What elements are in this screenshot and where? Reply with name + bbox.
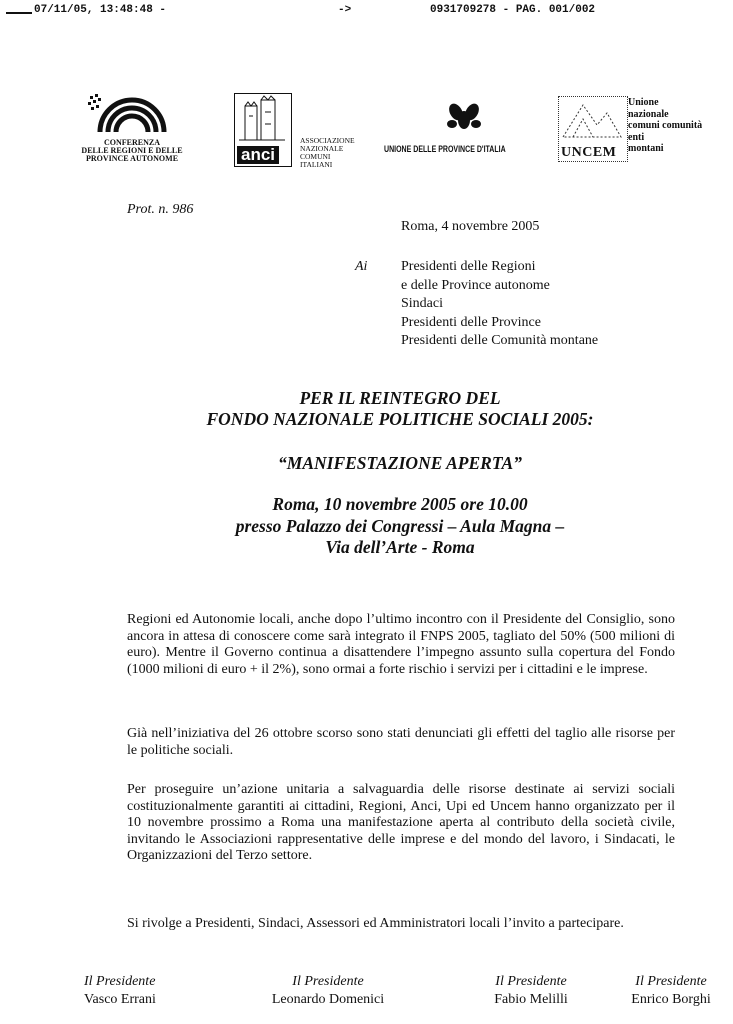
conferenza-label: CONFERENZA DELLE REGIONI E DELLE PROVINCE AUTONOME [81, 138, 183, 163]
recipient-line: Presidenti delle Province [401, 314, 541, 330]
event-address: Via dell’Arte - Roma [325, 537, 475, 557]
event-date: Roma, 10 novembre 2005 ore 10.00 [272, 494, 528, 514]
signature-role: Il Presidente [635, 974, 707, 989]
signature-borghi [616, 973, 726, 1009]
upi-logo [444, 100, 484, 139]
signature-name: Vasco Errani [84, 992, 156, 1007]
recipients-label: Ai [355, 259, 368, 274]
anci-label: ASSOCIAZIONE NAZIONALE COMUNI ITALIANI [300, 136, 355, 169]
signature-role: Il Presidente [292, 974, 364, 989]
fax-datetime: 07/11/05, 13:48:48 - [34, 4, 167, 16]
event-details [0, 494, 733, 559]
letter-date: Roma, 4 novembre 2005 [401, 219, 540, 234]
recipient-line: e delle Province autonome [401, 277, 550, 293]
uncem-mark: UNCEM [561, 145, 617, 160]
rainbow-icon [72, 92, 192, 134]
recipient-line: Sindaci [401, 296, 443, 312]
signature-name: Fabio Melilli [494, 992, 568, 1007]
recipient-line: Presidenti delle Regioni [401, 259, 536, 274]
signature-name: Leonardo Domenici [271, 992, 385, 1007]
upi-label: UNIONE DELLE PROVINCE D'ITALIA [384, 144, 506, 154]
paragraph-4: Si rivolge a Presidenti, Sindaci, Assessori ed Amministratori locali l’invito a partecipare. [127, 916, 624, 931]
signature-melilli [476, 973, 586, 1009]
paragraph-1: Regioni ed Autonomie locali, anche dopo l’ultimo incontro con il Presidente del Consiglio, sono ancora in attesa di conoscere come sarà integrato il FNPS 2005, tagliato del 50% (500 milioni di euro). Mentre il Governo continua a disattendere l’impegno assunto sulla copertura del Fondo (1000 milioni di euro + il 2%), sono ormai a forte rischio i servizi per i cittadini e le imprese. [127, 612, 675, 677]
paragraph-3: Per proseguire un’azione unitaria a salvaguardia delle risorse destinate ai servizi sociali costituzionalmente garantiti ai cittadini, Regioni, Anci, Upi ed Uncem hanno organizzato per il 10 novembre prossimo a Roma una manifestazione aperta al contributo della società civile, invitando le Associazioni rappresentative delle imprese e del mondo del lavoro, i Sindacati, le Organizzazioni del Terzo settore. [127, 782, 675, 863]
recipients-list [401, 258, 598, 351]
mountain-icon [559, 97, 625, 141]
protocol-number: Prot. n. 986 [127, 202, 194, 217]
anci-mark: anci [237, 146, 279, 164]
fax-dash [6, 12, 32, 14]
anci-logo [234, 93, 292, 167]
fax-number-page: 0931709278 - PAG. 001/002 [430, 4, 596, 16]
title-block [0, 388, 733, 430]
title-line-3: “MANIFESTAZIONE APERTA” [278, 453, 522, 473]
conferenza-logo [72, 92, 192, 163]
signature-role: Il Presidente [495, 974, 567, 989]
signature-role: Il Presidente [84, 974, 156, 989]
fax-arrow: -> [338, 4, 352, 16]
event-venue: presso Palazzo dei Congressi – Aula Magna – [235, 515, 565, 536]
paragraph-2: Già nell’iniziativa del 26 ottobre scorso sono stati denunciati gli effetti del taglio alle risorse per le politiche sociali. [127, 726, 675, 758]
signature-domenici [258, 973, 398, 1009]
signature-name: Enrico Borghi [631, 992, 711, 1007]
title-line-2: FONDO NAZIONALE POLITICHE SOCIALI 2005: [206, 409, 594, 429]
flower-icon [444, 100, 484, 134]
title-line-1: PER IL REINTEGRO DEL [299, 388, 501, 408]
uncem-logo [558, 96, 628, 162]
signature-errani [84, 973, 156, 1009]
tower-icon [235, 94, 289, 144]
uncem-label: Unione nazionale comuni comunità enti montani [628, 97, 703, 154]
recipient-line: Presidenti delle Comunità montane [401, 333, 599, 349]
